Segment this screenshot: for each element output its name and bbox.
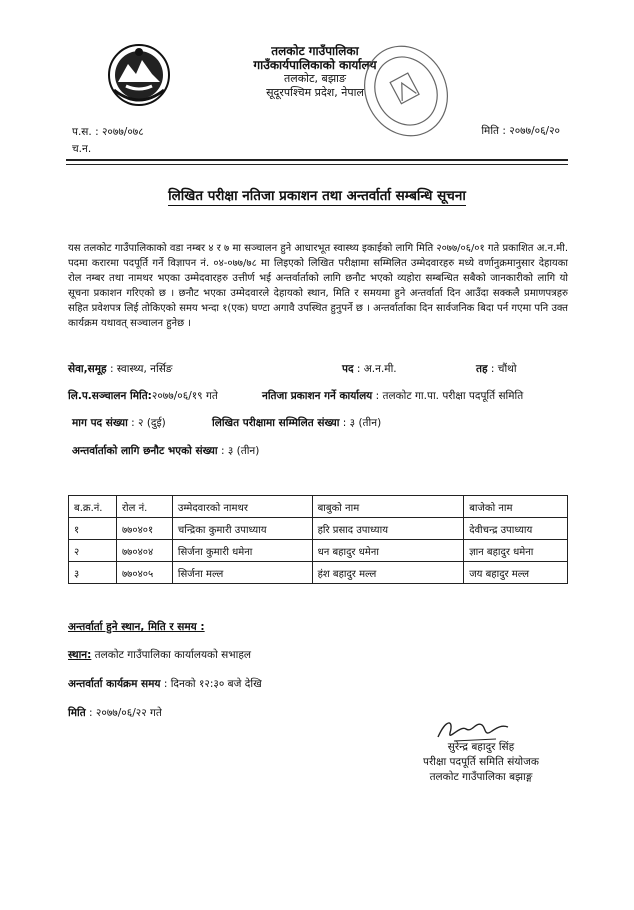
service-group	[68, 362, 173, 376]
table-row	[69, 540, 568, 562]
cell-candidate: चन्द्रिका कुमारी उपाध्याय	[172, 518, 312, 540]
service-label: सेवा,समूह	[68, 363, 107, 375]
cell-grandfather: जय बहादुर मल्ल	[464, 562, 568, 584]
post	[342, 362, 397, 376]
col-grandfather: बाजेको नाम	[464, 496, 568, 518]
result-office-value: : तलकोट गा.पा. परीक्षा पदपूर्ति समिति	[375, 390, 524, 402]
cell-father: धन बहादुर धमेना	[312, 540, 464, 562]
selected-count-value: : ३ (तीन)	[220, 445, 260, 457]
interview-time-label: अन्तर्वार्ता कार्यक्रम समय	[68, 678, 161, 690]
cell-candidate: सिर्जना कुमारी धमेना	[172, 540, 312, 562]
result-office-label: नतिजा प्रकाशन गर्ने कार्यालय	[262, 390, 373, 402]
header-rule-thick	[66, 159, 568, 161]
cell-roll: ७७०४०५	[116, 562, 172, 584]
header-address: तलकोट, बझाङ	[283, 72, 346, 85]
demand-count-label: माग पद संख्या	[72, 417, 128, 429]
issue-date: मिति : २०७७/०६/२०	[481, 125, 560, 137]
signatory-block	[396, 740, 566, 785]
interview-heading: अन्तर्वार्ता हुने स्थान, मिति र समय :	[68, 621, 205, 633]
exam-date-value: २०७७/०६/१९ गते	[151, 390, 218, 402]
exam-date	[68, 389, 218, 403]
notice-body: यस तलकोट गाउँपालिकाको वडा नम्बर ४ र ७ मा सञ्चालन हुने आधारभूत स्वास्थ्य इकाईको लागि मिति २०७७/०६/०१ गते प्रकाशित अ.न.मी. पदमा करारमा पदपूर्ति गर्ने विज्ञापन नं. ०४-०७७/७८ मा लिइएको लिखित परीक्षामा सम्मिलित उम्मेदवारहरु मध्ये वर्णानुक्रमानुसार देहायका रोल नम्बर तथा नामथर भएका उम्मेदवारहरु उत्तीर्ण भई अन्तर्वार्ताको लागि छनौट भएको व्यहोरा सम्बन्धित सबैको जानकारीको लागि यो सूचना प्रकाशन गरिएको छ । छनौट भएका उम्मेदवारले देहायको स्थान, मिति र समयमा हुने अन्तर्वार्ता दिन आउँदा सक्कलै प्रमाणपत्रहरु सहित प्रवेशपत्र लिई तोकिएको समय भन्दा १(एक) घण्टा अगावै उपस्थित हुनुपर्ने छ । अन्तर्वार्ताका दिन सार्वजनिक बिदा पर्न गएमा पनि उक्त कार्यक्रम यथावत् सञ्चालन हुनेछ ।	[68, 243, 568, 329]
reference-info	[72, 124, 144, 158]
interview-place-label: स्थान:	[68, 649, 92, 661]
selected-count	[72, 444, 259, 458]
col-roll: रोल नं.	[116, 496, 172, 518]
level-value: : चौंथो	[490, 363, 517, 375]
header-office: गाउँकार्यपालिकाको कार्यालय	[253, 58, 377, 72]
selected-count-label: अन्तर्वार्ताको लागि छनौट भएको संख्या	[72, 445, 218, 457]
col-serial: ब.क्र.नं.	[69, 496, 117, 518]
written-count	[212, 416, 381, 430]
demand-count	[72, 416, 166, 430]
header-province: सूदूरपश्चिम प्रदेश, नेपाल	[266, 86, 364, 99]
notice-title	[0, 185, 634, 204]
cell-roll: ७७०४०४	[116, 540, 172, 562]
ps-number: प.स. : २०७७/०७८	[72, 126, 144, 138]
interview-date-value: : २०७७/०६/२२ गते	[85, 707, 162, 719]
nepal-emblem-logo	[106, 42, 172, 108]
table-row	[69, 562, 568, 584]
interview-time-value: : दिनको १२:३० बजे देखि	[160, 678, 262, 690]
cell-father: हरि प्रसाद उपाध्याय	[312, 518, 464, 540]
written-count-value: : ३ (तीन)	[342, 417, 382, 429]
cell-candidate: सिर्जना मल्ल	[172, 562, 312, 584]
post-label: पद	[342, 363, 354, 375]
signatory-title: परीक्षा पदपूर्ति समिति संयोजक	[422, 756, 539, 768]
written-count-label: लिखित परीक्षामा सम्मिलित संख्या	[212, 417, 340, 429]
chalani-number: च.न.	[72, 143, 92, 155]
candidate-table	[68, 495, 568, 584]
cell-grandfather: ज्ञान बहादुर धमेना	[464, 540, 568, 562]
table-row	[69, 518, 568, 540]
post-value: : अ.न.मी.	[356, 363, 397, 375]
cell-serial: २	[69, 540, 117, 562]
interview-place-value: तलकोट गाउँपालिका कार्यालयको सभाहल	[91, 649, 252, 661]
interview-time	[68, 677, 262, 691]
interview-date	[68, 706, 162, 720]
signatory-name: सुरेन्द्र बहादुर सिंह	[447, 741, 515, 753]
demand-count-value: : २ (दुई)	[131, 417, 166, 429]
level-label: तह	[476, 363, 488, 375]
interview-place	[68, 648, 251, 662]
cell-grandfather: देवीचन्द्र उपाध्याय	[464, 518, 568, 540]
service-value: : स्वास्थ्य, नर्सिङ	[109, 363, 173, 375]
table-header-row	[69, 496, 568, 518]
exam-date-label: लि.प.सञ्चालन मिति:	[68, 390, 152, 402]
cell-serial: ३	[69, 562, 117, 584]
cell-father: हंश बहादुर मल्ल	[312, 562, 464, 584]
cell-roll: ७७०४०१	[116, 518, 172, 540]
level	[476, 362, 517, 376]
col-father: बाबुको नाम	[312, 496, 464, 518]
header-municipality: तलकोट गाउँपालिका	[271, 44, 359, 58]
signatory-org: तलकोट गाउँपालिका बझाङ्ग	[429, 771, 533, 783]
notice-title-text: लिखित परीक्षा नतिजा प्रकाशन तथा अन्तर्वार्ता सम्बन्धि सूचना	[168, 188, 466, 204]
cell-serial: १	[69, 518, 117, 540]
office-stamp	[358, 36, 454, 146]
interview-date-label: मिति	[68, 707, 86, 719]
col-candidate: उम्मेदवारको नामथर	[172, 496, 312, 518]
result-office	[262, 389, 523, 403]
header-rule-thin	[66, 164, 568, 165]
